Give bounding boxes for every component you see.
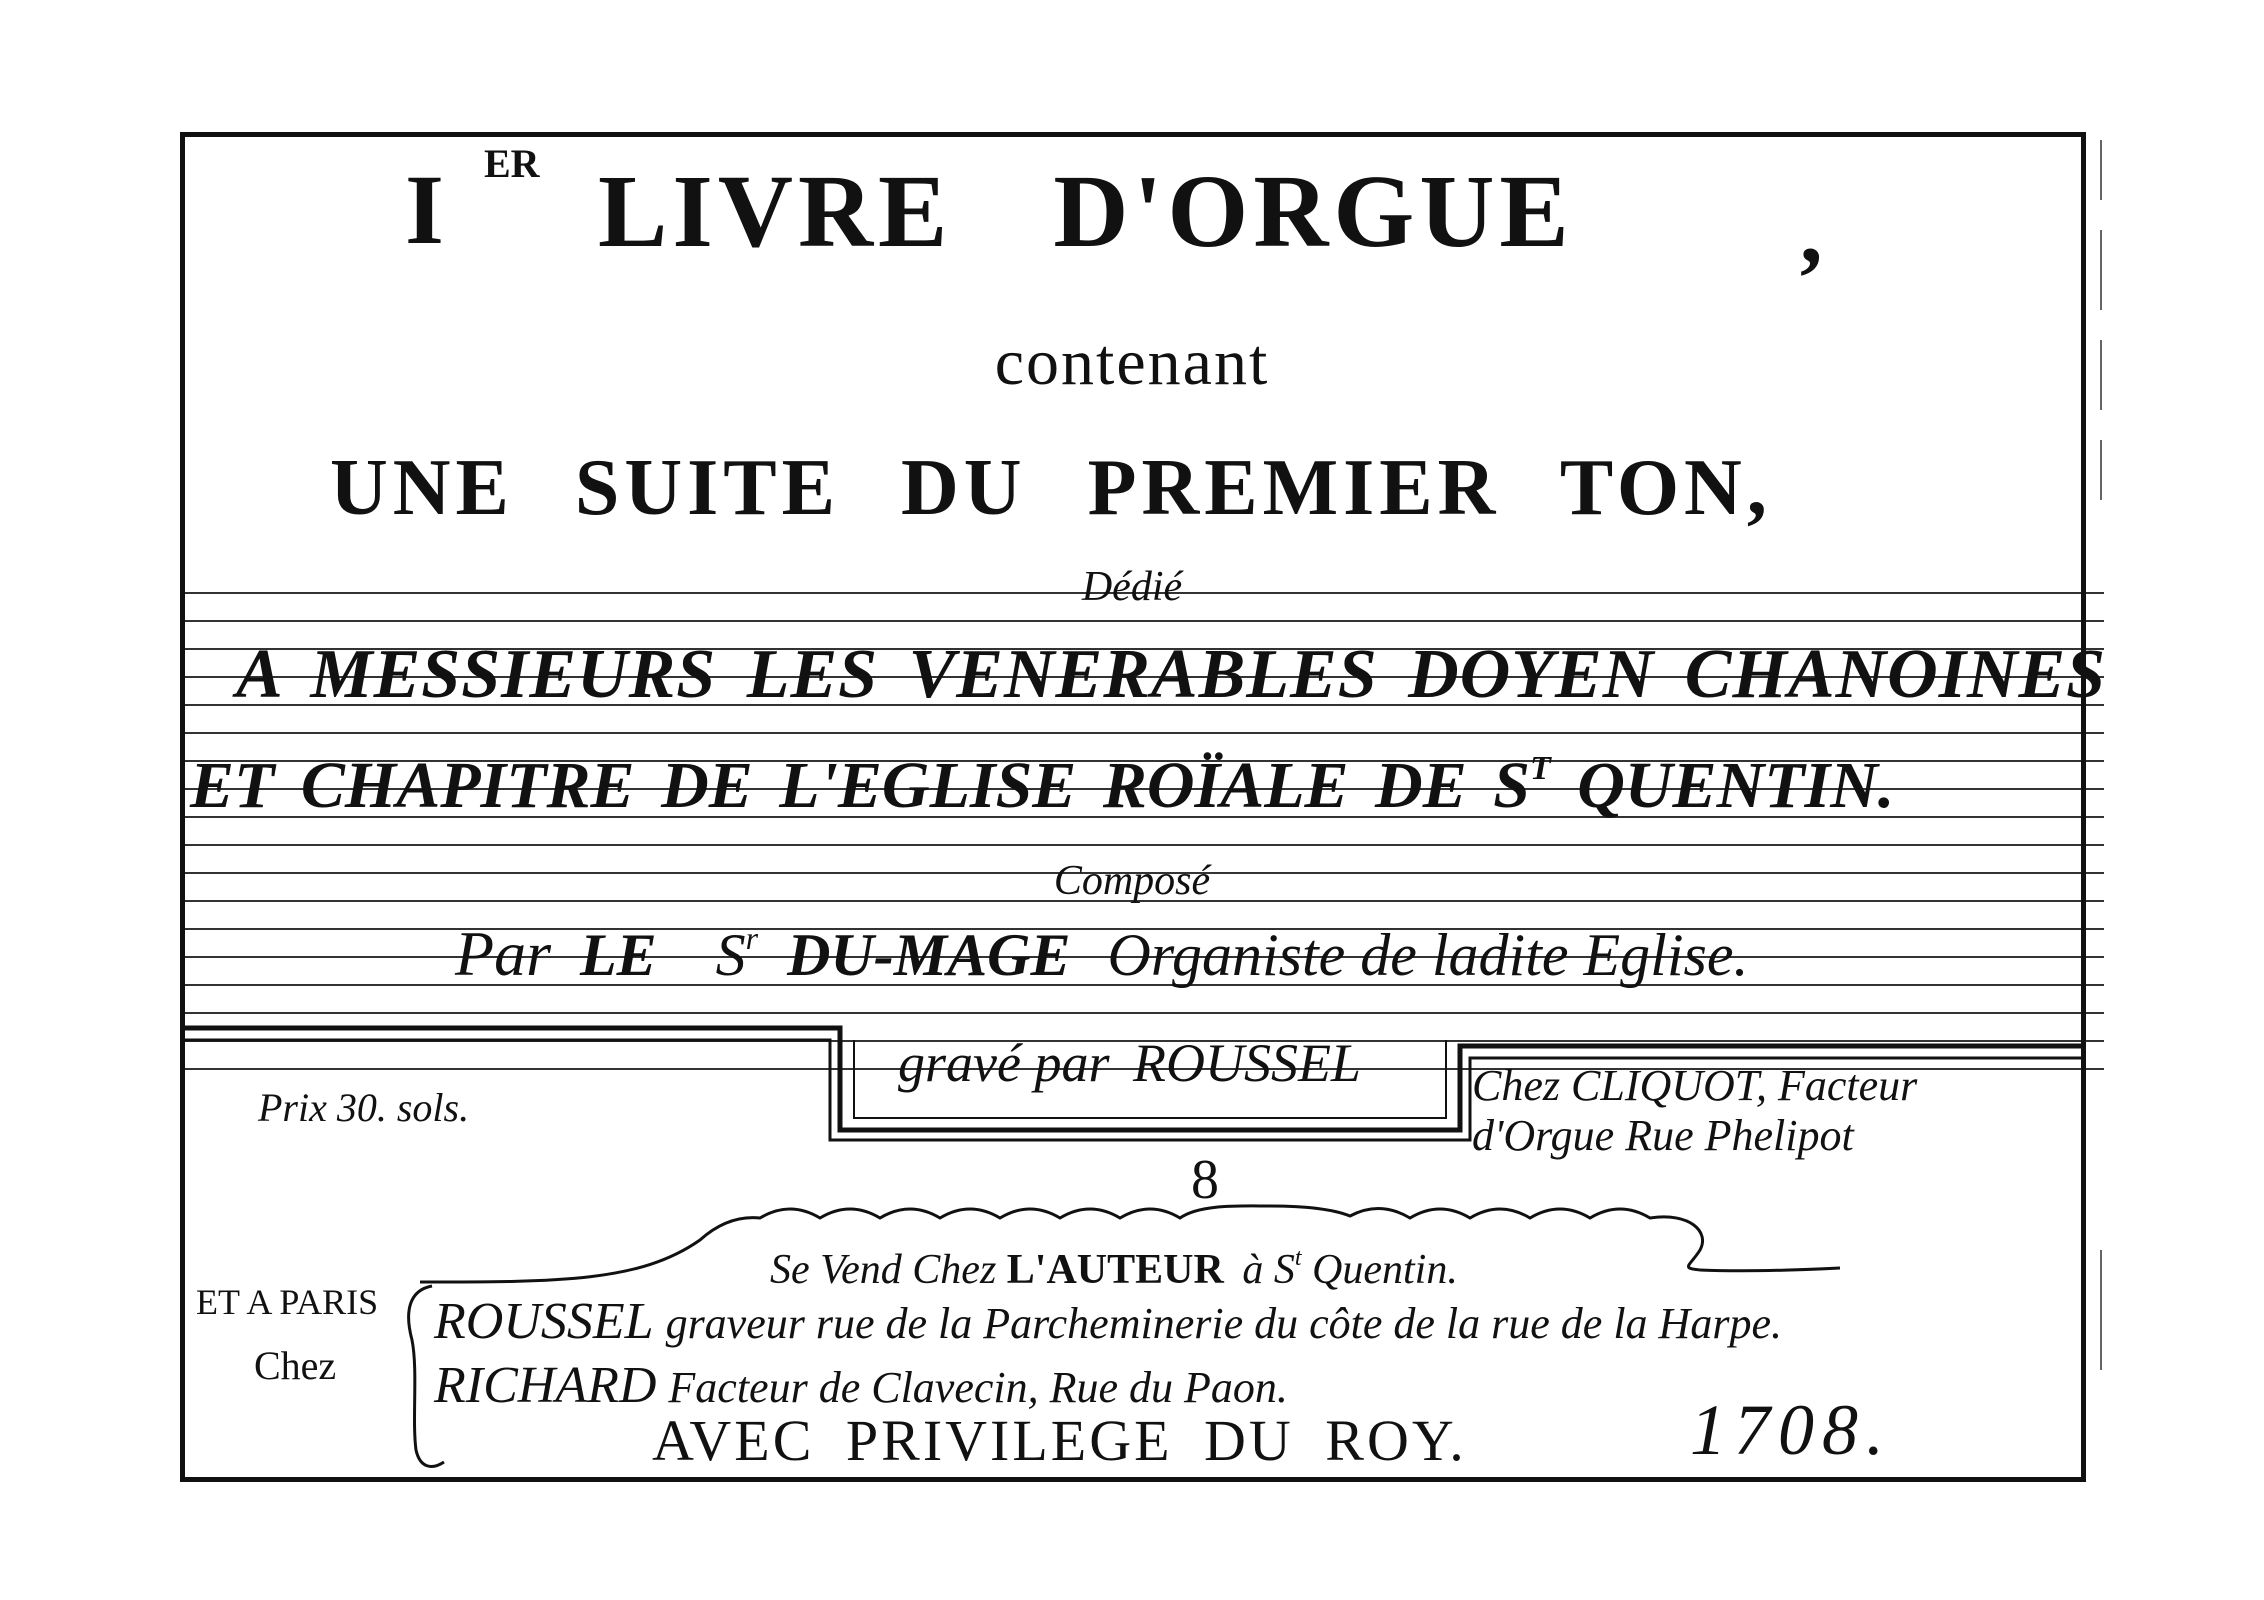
engraver-prefix: gravé par <box>898 1033 1110 1093</box>
sold-at-auteur: L'AUTEUR <box>1006 1247 1224 1293</box>
sold-at-a: à S <box>1242 1247 1295 1293</box>
engraver-name: ROUSSEL <box>1132 1033 1361 1093</box>
composer-le: LE <box>580 922 657 988</box>
roussel-address <box>434 1293 1782 1350</box>
composer-title: Organiste de ladite Eglise. <box>1107 922 1749 988</box>
compose-label: Composé <box>1053 858 1211 904</box>
composer-name: DU-MAGE <box>787 922 1071 988</box>
ornament-glyph: 8 <box>1191 1149 1219 1211</box>
privilege: AVEC PRIVILEGE DU ROY. <box>652 1408 1467 1473</box>
sold-at-city: Quentin. <box>1312 1247 1458 1293</box>
title-numeral: I <box>405 154 444 265</box>
sold-at-line <box>770 1246 1458 1291</box>
title-superscript: ER <box>484 141 540 186</box>
sold-at-pre: Se Vend Chez <box>770 1247 997 1293</box>
composer-sr: S <box>715 922 746 988</box>
suite-line: UNE SUITE DU PREMIER TON, <box>330 444 1772 532</box>
dedication-line-1: A MESSIEURS LES VENERABLES DOYEN CHANOINES <box>236 636 2107 713</box>
paris-label: ET A PARIS <box>196 1282 379 1322</box>
richard-name: RICHARD <box>434 1357 657 1414</box>
sold-at-sup: t <box>1294 1245 1302 1271</box>
composer-sr-sup: r <box>745 920 759 956</box>
price: Prix 30. sols. <box>258 1085 470 1130</box>
roussel-address-text: graveur rue de la Parcheminerie du côte de la rue de la Harpe. <box>665 1299 1782 1348</box>
year: 1708. <box>1690 1390 1892 1470</box>
dedie-label: Dédié <box>1081 564 1183 610</box>
dedication-line-2-text: ET CHAPITRE DE L'EGLISE ROÏALE DE S <box>190 749 1530 822</box>
paris-chez: Chez <box>254 1343 337 1388</box>
cliquot-line-1: Chez CLIQUOT, Facteur <box>1472 1061 1918 1110</box>
dedication-line-2-city: QUENTIN. <box>1577 749 1895 822</box>
cliquot-line-2: d'Orgue Rue Phelipot <box>1472 1111 1854 1160</box>
richard-address <box>434 1357 1288 1414</box>
composer-par: Par <box>455 918 551 989</box>
title-main: LIVRE D'ORGUE <box>598 154 1574 269</box>
subtitle: contenant <box>994 326 1270 399</box>
roussel-name: ROUSSEL <box>434 1293 654 1350</box>
dedication-line-2-sup: T <box>1529 750 1551 787</box>
richard-address-text: Facteur de Clavecin, Rue du Paon. <box>668 1363 1288 1412</box>
title-comma: , <box>1800 183 1823 282</box>
